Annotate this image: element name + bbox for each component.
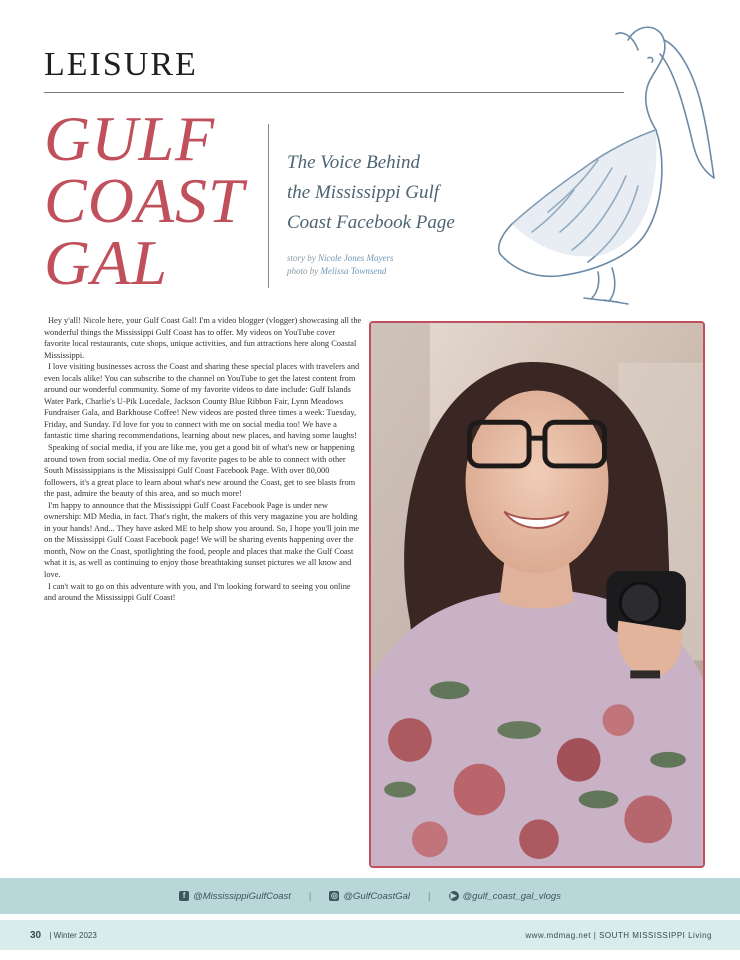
- title-divider: [268, 124, 269, 288]
- youtube-handle-link[interactable]: [449, 891, 561, 902]
- article-subtitle: [287, 148, 497, 238]
- portrait-photo: [369, 321, 705, 868]
- page-number: 30: [30, 930, 42, 941]
- subtitle-line-1: The Voice Behind: [287, 152, 420, 173]
- section-label: LEISURE: [44, 46, 198, 83]
- instagram-icon: ◎: [330, 890, 338, 900]
- magazine-name: SOUTH MISSISSIPPI Living: [599, 931, 712, 940]
- youtube-icon: ▶: [450, 890, 457, 900]
- gulf-coast-gal-title: [44, 103, 264, 298]
- footer-separator: |: [593, 931, 597, 940]
- facebook-handle: @MississippiGulfCoast: [193, 890, 291, 902]
- youtube-handle: @gulf_coast_gal_vlogs: [462, 890, 561, 902]
- byline: [287, 252, 497, 278]
- subtitle-line-3: Coast Facebook Page: [287, 212, 455, 233]
- article-body: [44, 315, 362, 604]
- social-separator: |: [428, 890, 431, 902]
- title-line-3: GAL: [44, 227, 168, 298]
- instagram-handle: @GulfCoastGal: [343, 890, 411, 902]
- title-line-2: COAST: [44, 165, 245, 236]
- social-separator: |: [308, 890, 312, 902]
- photo-prefix: photo by: [287, 266, 319, 276]
- website-link[interactable]: www.mdmag.net: [525, 931, 592, 940]
- article-paragraph: Speaking of social media, if you are like me, you get a good bit of what's new or happening around town from social media. One of my favorite pages to be able to connect with other South Mississippians is the Mississippi Gulf Coast Facebook Page. With over 80,000 followers, it's a great place to learn about what's new around the Coast, get to see blasts from the past, admire the beauty of this area, and so much more!: [44, 443, 356, 499]
- footer-separator: |: [49, 931, 52, 940]
- story-prefix: story by: [287, 253, 316, 263]
- subtitle-line-2: the Mississippi Gulf: [287, 182, 440, 203]
- instagram-handle-link[interactable]: [329, 891, 410, 902]
- photo-author: Melissa Townsend: [320, 266, 387, 276]
- article-paragraph: I love visiting businesses across the Coast and sharing these special places with travelers and even locals alike! You can subscribe to the channel on YouTube to get the latest content from around our wonderful community. Some of my favorite videos to date include: Gulf Islands Water Park, Charlie's U-Pik Lucedale, Jackson County Blue Ribbon Fair, Lynn Meadows Fundraiser Gala, and Barkhouse Coffee! New videos are posted three times a week: Tuesday, Friday, and Sunday. I'd love for you to connect with me on social media too! We have a fantastic time sharing recommendations, learning about new places, and having some laughs!: [44, 362, 360, 441]
- social-media-band: [0, 878, 740, 914]
- facebook-handle-link[interactable]: [179, 891, 291, 902]
- issue-label: Winter 2023: [53, 931, 97, 940]
- page-footer: [0, 920, 740, 950]
- article-paragraph: I can't wait to go on this adventure with you, and I'm looking forward to seeing you online and around the Mississippi Gulf Coast!: [44, 581, 351, 603]
- facebook-icon: f: [179, 891, 189, 901]
- title-line-1: GULF: [44, 103, 216, 174]
- article-paragraph: I'm happy to announce that the Mississippi Gulf Coast Facebook Page is under new ownership: MD Media, in fact. That's right, the makers of this very magazine you are holding in your hands! And... They have asked ME to help show you around. So, I hope you'll join me on the Mississippi Gulf Coast Facebook page! We will be sharing events happening over the month, Now on the Coast, spotlighting the food, people and places that make the Gulf Coast what it is, as well as continuing to enjoy those breathtaking sunset pictures we all know and love.: [44, 500, 360, 580]
- story-author: Nicole Jones Mayers: [318, 253, 394, 263]
- article-paragraph: Hey y'all! Nicole here, your Gulf Coast Gal! I'm a video blogger (vlogger) showcasing all the wonderful things the Mississippi Gulf Coast has to offer. My videos on YouTube cover favorite local restaurants, cute shops, unique activities, and fun attractions here along Coastal Mississippi.: [44, 316, 362, 360]
- pelican-illustration: [488, 10, 728, 310]
